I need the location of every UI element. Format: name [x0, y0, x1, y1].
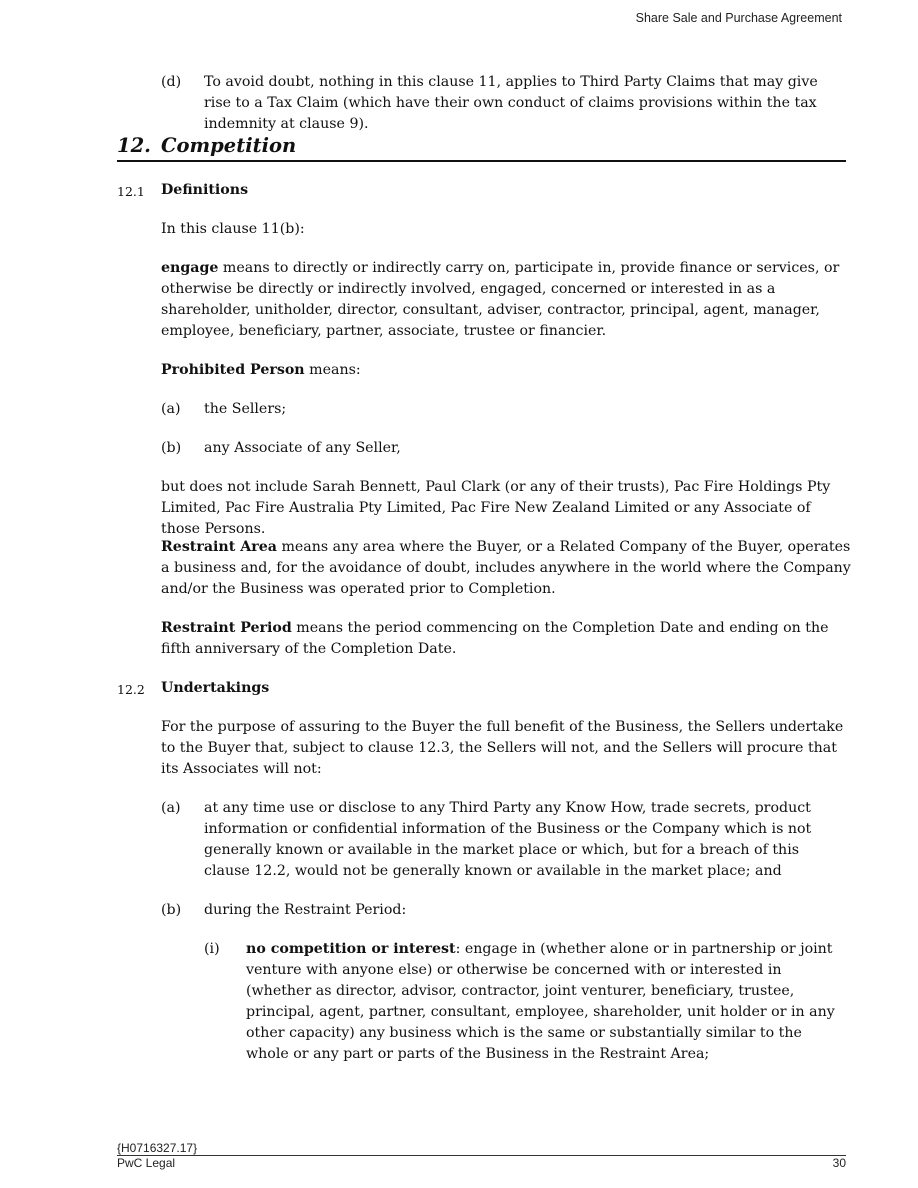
- page-number: 30: [832, 1156, 846, 1170]
- subsection-number: 12.1: [117, 184, 145, 199]
- clause-11-d: [161, 72, 851, 132]
- item-body: : engage in (whether alone or in partnership or joint venture with anyone else) or otherwise be concerned with or interested in (whether as director, advisor, contractor, joint venturer, beneficiary, trustee, principal, agent, partner, consultant, employee, shareholder, unit holder or in any other capacity) any business which is the same or substantially similar to the whole or any part or parts of the Business in the Restraint Area;: [246, 941, 835, 1062]
- definition-restraint-area: [161, 537, 851, 600]
- firm-name: PwC Legal: [117, 1156, 176, 1170]
- definition-text: means the period commencing on the Completion Date and ending on the fifth anniversary of the Completion Date.: [161, 620, 829, 657]
- prohibited-item-b: [161, 438, 851, 459]
- item-label: (a): [161, 800, 181, 816]
- undertaking-item-b: [161, 900, 851, 921]
- undertakings-intro: For the purpose of assuring to the Buyer the full benefit of the Business, the Sellers undertake to the Buyer that, subject to clause 12.3, the Sellers will not, and the Sellers will procure that its Associates will not:: [161, 719, 844, 777]
- defined-term: engage: [161, 260, 219, 276]
- definitions-intro: In this clause 11(b):: [161, 221, 305, 237]
- document-reference: {H0716327.17}: [117, 1141, 198, 1155]
- item-label: (a): [161, 401, 181, 417]
- section-title: Competition: [161, 134, 297, 157]
- section-number: 12.: [117, 134, 151, 157]
- item-label: (b): [161, 440, 182, 456]
- defined-term: Prohibited Person: [161, 362, 305, 378]
- subsection-title: Undertakings: [161, 680, 270, 696]
- defined-term: Restraint Area: [161, 539, 277, 555]
- section-heading: [117, 134, 846, 162]
- item-label: (b): [161, 902, 182, 918]
- undertaking-subitem-i: [204, 939, 851, 1065]
- subsection-title: Definitions: [161, 182, 249, 198]
- item-label: (i): [204, 941, 220, 957]
- undertaking-item-a: [161, 798, 851, 882]
- subsection-number: 12.2: [117, 682, 145, 697]
- definition-text: means:: [304, 362, 361, 378]
- definition-prohibited-person: [161, 360, 851, 381]
- definition-engage: [161, 258, 851, 342]
- item-text: during the Restraint Period:: [204, 902, 407, 918]
- item-text: [246, 939, 848, 1065]
- clause-text: To avoid doubt, nothing in this clause 11, applies to Third Party Claims that may give rise to a Tax Claim (which have their own conduct of claims provisions within the tax indemnity at clause 9).: [204, 74, 818, 132]
- page-footer: [117, 1141, 846, 1170]
- running-header: Share Sale and Purchase Agreement: [635, 11, 842, 25]
- item-text: the Sellers;: [204, 401, 287, 417]
- prohibited-item-a: [161, 399, 851, 420]
- definition-text: means any area where the Buyer, or a Related Company of the Buyer, operates a business and, for the avoidance of doubt, includes anywhere in the world where the Company and/or the Business was operated prior to Completion.: [161, 539, 851, 597]
- clause-label: (d): [161, 74, 182, 90]
- footer-rule: [117, 1155, 846, 1170]
- defined-term: no competition or interest: [246, 941, 456, 957]
- prohibited-exclusions: but does not include Sarah Bennett, Paul Clark (or any of their trusts), Pac Fire Holdings Pty Limited, Pac Fire Australia Pty Limited, Pac Fire New Zealand Limited or any Associate of those Persons.: [161, 479, 831, 537]
- definition-restraint-period: [161, 618, 851, 660]
- item-text: at any time use or disclose to any Third Party any Know How, trade secrets, product information or confidential information of the Business or the Company which is not generally known or available in the market place or which, but for a breach of this clause 12.2, would not be generally known or available in the market place; and: [204, 800, 812, 879]
- item-text: any Associate of any Seller,: [204, 440, 401, 456]
- defined-term: Restraint Period: [161, 620, 292, 636]
- definition-text: means to directly or indirectly carry on, participate in, provide finance or services, or otherwise be directly or indirectly involved, engaged, concerned or interested in as a shareholder, unitholder, director, consultant, adviser, contractor, principal, agent, manager, employee, beneficiary, partner, associate, trustee or financier.: [161, 260, 840, 339]
